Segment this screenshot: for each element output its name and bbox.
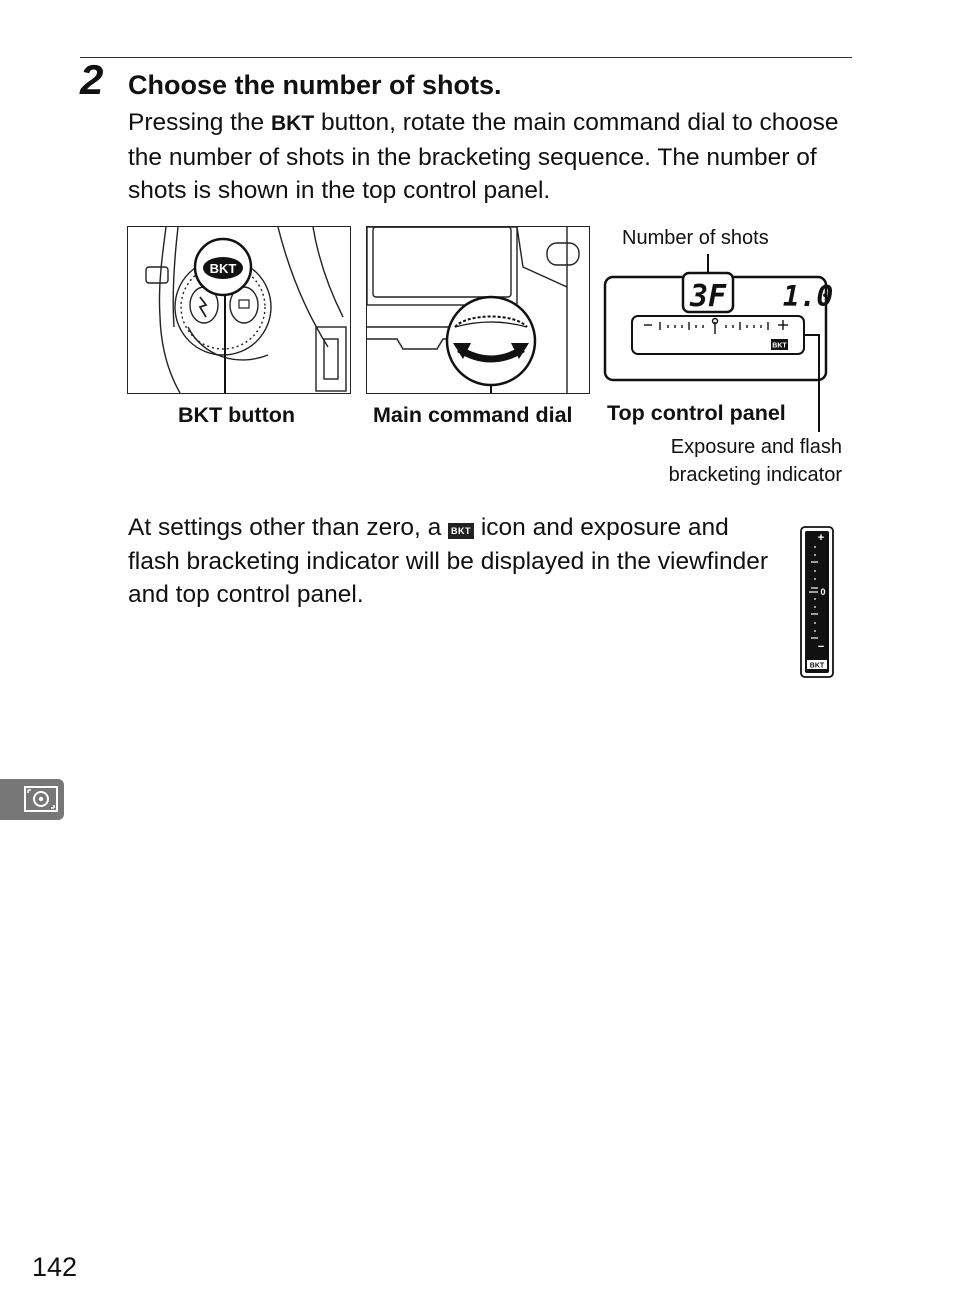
bkt-button-illustration bbox=[127, 226, 351, 394]
viewfinder-bracketing-indicator bbox=[800, 526, 834, 678]
shots-lcd-readout: 3F bbox=[689, 279, 727, 314]
indicator-plus-sign: + bbox=[817, 532, 825, 544]
bkt-keyword: BKT bbox=[271, 112, 315, 135]
panel-bkt-icon: BKT bbox=[772, 342, 787, 350]
bkt-inline-icon: BKT bbox=[448, 523, 474, 539]
note-text-end: icon and exposure and flash bracketing indicator will be displayed in the viewfinder and top control panel. bbox=[128, 514, 769, 608]
top-rule bbox=[80, 57, 852, 58]
instructions-text-end: button, rotate the main command dial to choose the number of shots in the bracketing sequence. The number of shots is shown in the top control panel. bbox=[128, 109, 839, 204]
page-number: 142 bbox=[32, 1252, 78, 1282]
value-lcd-readout: 1.0 bbox=[782, 280, 834, 313]
main-command-dial-caption: Main command dial bbox=[373, 403, 573, 427]
bracketing-indicator-label-line1: Exposure and flash bbox=[670, 436, 842, 458]
note-text-start: At settings other than zero, a bbox=[128, 514, 449, 541]
indicator-minus-sign: − bbox=[817, 641, 825, 653]
bkt-button-face-label: BKT bbox=[209, 261, 237, 276]
step-instructions bbox=[128, 106, 848, 208]
step-title: Choose the number of shots. bbox=[128, 70, 502, 100]
bracketing-indicator-label bbox=[600, 433, 842, 489]
viewfinder-note bbox=[128, 511, 778, 612]
exposure-meter-icon bbox=[0, 779, 64, 820]
main-command-dial-illustration bbox=[366, 226, 590, 394]
step-number: 2 bbox=[80, 56, 104, 103]
number-of-shots-label: Number of shots bbox=[622, 227, 769, 249]
chapter-tab[interactable] bbox=[0, 779, 64, 820]
bkt-button-caption: BKT button bbox=[178, 403, 296, 427]
indicator-zero-mark: 0 bbox=[820, 587, 826, 597]
indicator-bkt-label: BKT bbox=[809, 662, 825, 670]
instructions-text-start: Pressing the bbox=[128, 109, 271, 136]
bracketing-indicator-label-line2: bracketing indicator bbox=[668, 464, 842, 486]
top-control-panel-caption: Top control panel bbox=[607, 401, 786, 425]
